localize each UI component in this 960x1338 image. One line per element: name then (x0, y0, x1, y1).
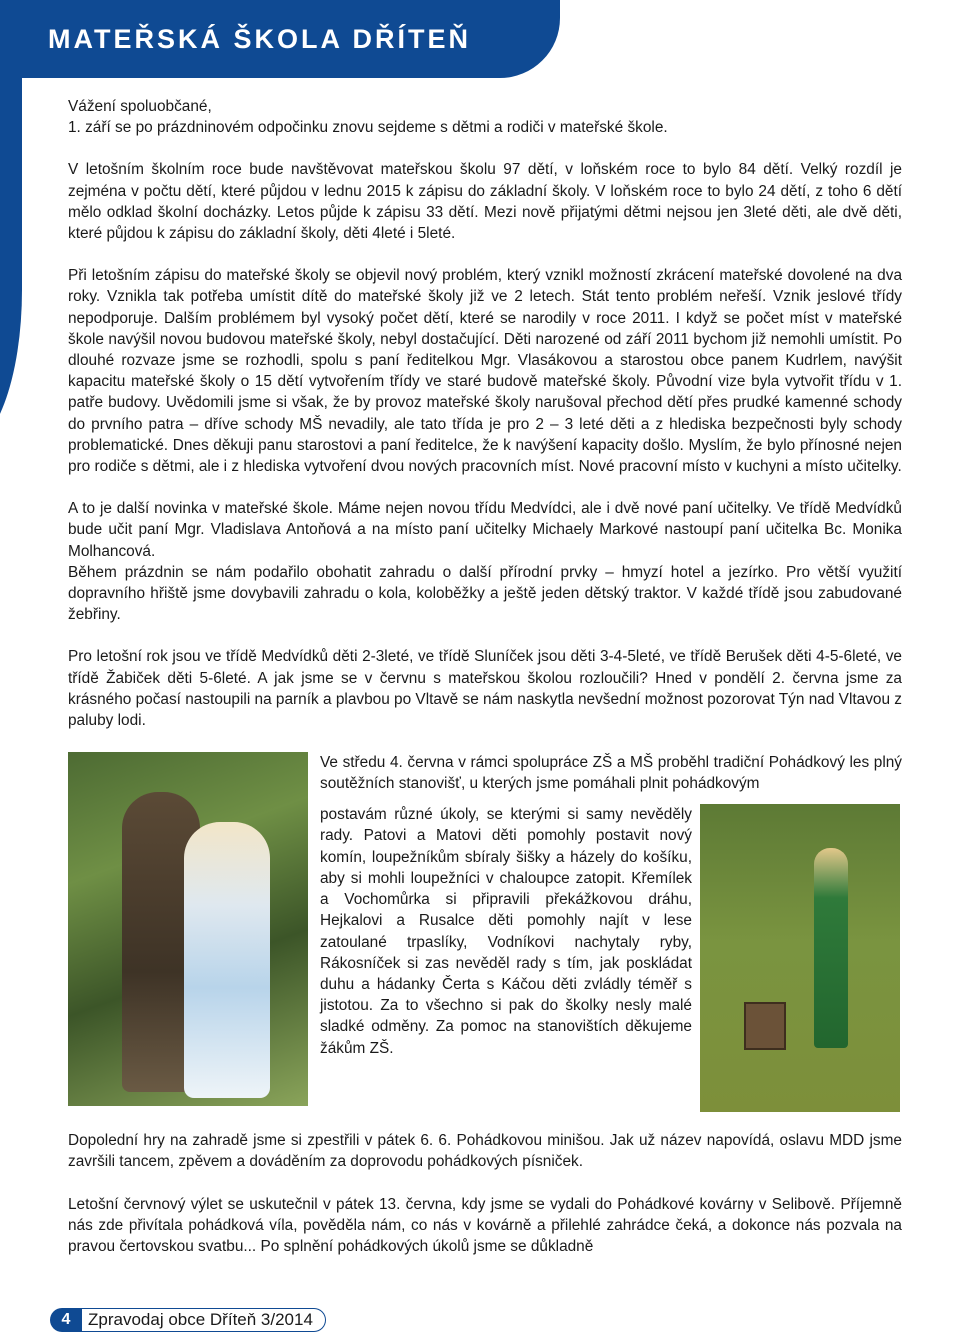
forest-paragraph-top: Ve středu 4. června v rámci spolupráce ZŠ a MŠ proběhl tradiční Pohádkový les plný soutěžních stanovišť, u kterých jsme pomáhali plnit pohádkovým (320, 754, 902, 793)
publication-title: Zpravodaj obce Dříteň 3/2014 (82, 1308, 326, 1332)
greeting: Vážení spoluobčané, (68, 98, 212, 115)
paragraph-5: Během prázdnin se nám podařilo obohatit zahradu o další přírodní prvky – hmyzí hotel a jezírko. Pro větší využití dopravního hřiště jsme dovybavili zahradu o kola, koloběžky a ještě jeden dětský traktor. V každé třídě jsou zabudované žebřiny. (68, 563, 902, 624)
pond-photo (700, 804, 900, 1112)
paragraph-8: Letošní červnový výlet se uskutečnil v pátek 13. června, kdy jsme se vydali do Pohádkové kovárny v Selibově. Příjemně nás zde přivítala pohádková víla, pověděla nám, co nás v kovárně a přilehlé zahrádce čeká, a dokonce nás pozvala na pravou čertovskou svatbu... Po splnění pohádkových úkolů jsme se důkladně (68, 1195, 902, 1256)
paragraph-7: Dopolední hry na zahradě jsme si zpestřili v pátek 6. 6. Pohádkovou minišou. Jak už název napovídá, oslavu MDD jsme završili tancem, zpěvem a dováděním za doprovodu pohádkových písniček. (68, 1132, 902, 1171)
forest-paragraph-bottom: postavám různé úkoly, se kterými si samy nevěděly rady. Patovi a Matovi děti pomohly postavit nový komín, loupežníkům sbíraly šišky a házely do košíku, aby si mohli loupežníci v chaloupce zatopit. Křemílek a Vochomůrka si připravili překážkovou dráhu, Hejkalovi a Rusalce děti pomohly najít v lese zatoulané trpaslíky, Vodníkovi nachytaly ryby, Rákosníček si zas nevěděl rady s tím, jak poskládat duhu a hádanky Čerta s Káčou děti zvládly téměř s jistotou. Za to všechno si pak do školky nesly malé sladké odměny. Za pomoc na stanovištích děkujeme žákům ZŠ. (320, 806, 692, 1057)
paragraph-2: V letošním školním roce bude navštěvovat mateřskou školu 97 dětí, v loňském roce to bylo 84 dětí. Velký rozdíl je zejména v počtu dětí, které půjdou v lednu 2015 k zápisu do základní školy. V loňském roce to bylo 24 dětí, z toho 6 dětí mělo odklad školní docházky. Letos půjde k zápisu 33 dětí. Mezi nově přijatými dětmi nejsou jen 3leté děti, ale dvě děti, které půjdou k zápisu do základní školy, děti 4leté i 5leté. (68, 161, 902, 243)
photo-section (68, 752, 902, 1114)
page-number: 4 (50, 1308, 82, 1332)
paragraph-1: 1. září se po prázdninovém odpočinku znovu sejdeme s dětmi a rodiči v mateřské škole. (68, 119, 668, 137)
paragraph-4: A to je další novinka v mateřské škole. Máme nejen novou třídu Medvídci, ale i dvě nové paní učitelky. Ve třídě Medvídků bude učit paní Mgr. Vladislava Antoňová a na místo paní učitelky Michaely Markové nastoupí paní učitelka Bc. Monika Molhancová. (68, 500, 902, 560)
footer (50, 1308, 326, 1332)
paragraph-6: Pro letošní rok jsou ve třídě Medvídků děti 2-3leté, ve třídě Sluníček jsou děti 3-4-5leté, ve třídě Berušek děti 4-5-6leté, ve třídě Žabiček děti 5-6leté. A jak jsme se v červnu s mateřskou školou rozloučili? Hned v pondělí 2. června jsme za krásného počasí nastoupili na parník a plavbou po Vltavě se nám naskytla nevšední možnost pozorovat Týn nad Vltavou z paluby lodi. (68, 648, 902, 730)
page-title: MATEŘSKÁ ŠKOLA DŘÍTEŇ (48, 24, 471, 54)
article-body (68, 96, 902, 1257)
green-costume-figure (814, 848, 848, 1048)
paragraph-3: Při letošním zápisu do mateřské školy se objevil nový problém, který vznikl možností zkrácení mateřské dovolené na dva roky. Vznikla tak potřeba umístit dítě do mateřské školy již ve 2 letech. Stát tento problém neřeší. Vznik jeslové třídy nepodporuje. Dalším problémem byl vysoký počet dětí, které se narodily v roce 2011. I když se počet míst v mateřské škole navýšil novou budovou mateřské školy, nebyl dostačující. Děti narozené od září 2011 bychom již nemohli umístit. Po dlouhé rozvaze jsme se rozhodli, spolu s paní ředitelkou Mgr. Vlasákovou a starostou obce panem Kudrlem, navýšit kapacitu mateřské školy o 15 dětí vytvořením třídy ve staré budově mateřské školy. Původní vize byla vytvořit třídu v 1. patře budovy. Uvědomili jsme si však, že by provoz mateřské školy narušoval přechod dětí přes prudké kamenné schody do prvního patra – dříve schody MŠ nevadily, ale tato třída je pro 2 – 3 leté děti a z hlediska bezpečnosti byly schody problematické. Dnes děkuji panu starostovi a paní ředitelce, že k navýšení kapacity došlo. Myslím, že bylo přínosné nejen pro rodiče s dětmi, ale i z hlediska vytvoření dvou nových pracovních míst. Nové pracovní místo v kuchyni a místo učitelky. (68, 267, 902, 476)
costume-photo (68, 752, 308, 1106)
wooden-box (744, 1002, 786, 1050)
princess-figure (184, 822, 270, 1098)
